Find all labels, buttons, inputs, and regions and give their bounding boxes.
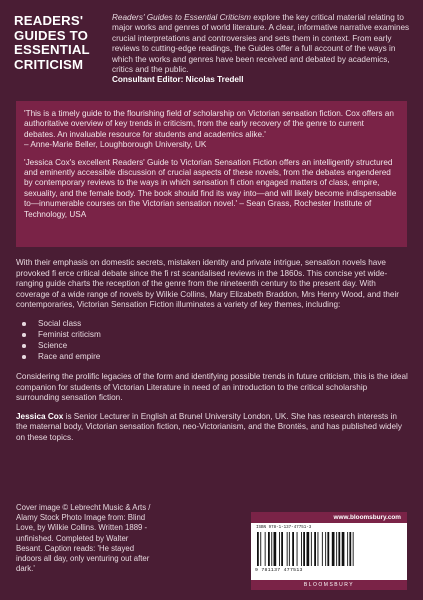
series-logo-line: GUIDES TO xyxy=(14,27,89,43)
author-bio-text: is Senior Lecturer in English at Brunel University London, UK. She has research interests in the maternal body, Victorian sensation fiction, neo-Victorianism, and the Brontës, and has published widely on these topics. xyxy=(16,411,402,442)
list-item: Science xyxy=(16,341,408,352)
publisher-url: www.bloomsbury.com xyxy=(251,512,407,523)
series-intro-text: explore the key critical material relating to major works and genres of world literature. A clear, informative narrative examines crucial interpretations and controversies and sets them in context. From early reviews to cutting-edge readings, the Guides offer a full account of the ways in which the works and genres have been received and debated by academics, critics and the public. xyxy=(112,13,410,75)
cover-image-credit: Cover image © Lebrecht Music & Arts / Alamy Stock Photo Image from: Blind Love, by Wilkie Collins. Written 1889 - unfinished. Completed by Walter Besant. Caption reads: 'He stayed indoors all day, only venturing out after dark.' xyxy=(16,503,151,574)
series-logo xyxy=(14,14,96,72)
quote-text: 'Jessica Cox's excellent Readers' Guide to Victorian Sensation Fiction offers an intelligently structured and eminently accessible discussion of crucial aspects of these novels, from the debates engendered by contemporary reviews to the ways in which sensation fi ction engaged matters of class, empire, sexuality, and the female body. The book should find its way into—and will likely become indispensable to—innumerable courses on the Victorian sensation novel.' xyxy=(24,157,397,209)
quote-text: 'This is a timely guide to the flourishing field of scholarship on Victorian sensation fiction. Cox offers an authoritative overview of key trends in criticism, from the early recovery of the genre to current debates. An invaluable resource for students and academics alike.' xyxy=(24,109,394,139)
blurb-paragraph: Considering the prolific legacies of the form and identifying possible trends in future criticism, this is the ideal companion for students of Victorian Literature in need of an introduction to the critical scholarship surrounding sensation fiction. xyxy=(16,372,408,402)
series-title: Readers' Guides to Essential Criticism xyxy=(112,13,251,22)
review-quote xyxy=(24,158,397,220)
barcode-digits: 9 781137 477513 xyxy=(255,568,303,573)
list-item: Race and empire xyxy=(16,352,408,363)
list-item: Social class xyxy=(16,319,408,330)
barcode-icon xyxy=(255,532,403,568)
series-intro xyxy=(112,13,410,86)
barcode-block xyxy=(251,512,407,590)
blurb xyxy=(16,258,408,451)
consultant-editor: Consultant Editor: Nicolas Tredell xyxy=(112,75,244,85)
author-bio xyxy=(16,412,408,444)
review-quote xyxy=(24,109,397,151)
review-quotes-box xyxy=(16,101,407,247)
publisher-name: BLOOMSBURY xyxy=(251,580,407,590)
series-logo-line: READERS' xyxy=(14,13,84,28)
quote-attribution: – Sean Grass, Rochester Institute of Technology, USA xyxy=(24,199,372,219)
series-logo-line: CRITICISM xyxy=(14,56,84,72)
quote-attribution: – Anne-Marie Beller, Loughborough University, UK xyxy=(24,140,207,150)
series-logo-line: ESSENTIAL xyxy=(14,42,90,58)
author-name: Jessica Cox xyxy=(16,411,64,421)
blurb-paragraph: With their emphasis on domestic secrets, mistaken identity and private intrigue, sensation novels have provoked fi erce critical debate since the fi rst scandalised reviews in the 1860s. This concise yet wide-ranging guide charts the reception of the genre from the nineteenth century to the present day. With coverage of a wide range of novels by Wilkie Collins, Mary Elizabeth Braddon, Mrs Henry Wood, and their contemporaries, Victorian Sensation Fiction illuminates a variety of key themes, including: xyxy=(16,258,400,309)
isbn-label: ISBN 978-1-137-47751-3 xyxy=(256,526,312,530)
themes-list xyxy=(16,319,408,363)
list-item: Feminist criticism xyxy=(16,330,408,341)
